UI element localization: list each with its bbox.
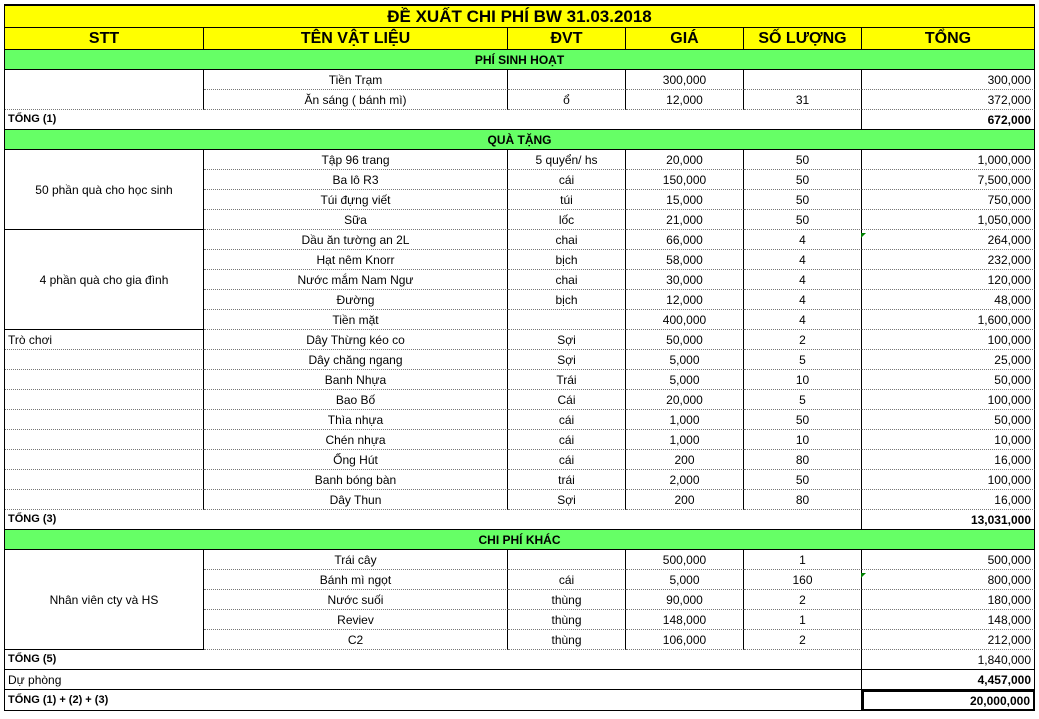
cell-quantity[interactable]: 2 (744, 630, 862, 650)
cell-quantity[interactable]: 10 (744, 370, 862, 390)
cell-unit[interactable] (508, 550, 626, 570)
cell-unit[interactable]: chai (508, 270, 626, 290)
cell-quantity[interactable]: 50 (744, 190, 862, 210)
cell-price[interactable]: 5,000 (626, 570, 744, 590)
cell-price[interactable]: 106,000 (626, 630, 744, 650)
cell-amount[interactable]: 10,000 (862, 430, 1035, 450)
cell-unit[interactable]: cái (508, 430, 626, 450)
cell-item-name[interactable]: Nước suối (204, 590, 508, 610)
cell-quantity[interactable]: 2 (744, 590, 862, 610)
total-1-label[interactable]: TỔNG (1) (5, 110, 862, 130)
cell-amount[interactable]: 180,000 (862, 590, 1035, 610)
cell-price[interactable]: 5,000 (626, 370, 744, 390)
cell-item-name[interactable]: Ba lô R3 (204, 170, 508, 190)
cell-item-name[interactable]: Bao Bố (204, 390, 508, 410)
cell-quantity[interactable]: 10 (744, 430, 862, 450)
cell-unit[interactable]: thùng (508, 630, 626, 650)
stt-cell-living[interactable] (5, 70, 204, 110)
cell-amount[interactable]: 16,000 (862, 490, 1035, 510)
stt-cell[interactable] (5, 410, 204, 430)
cell-price[interactable]: 300,000 (626, 70, 744, 90)
cell-price[interactable]: 12,000 (626, 90, 744, 110)
cell-item-name[interactable]: Tiền mặt (204, 310, 508, 330)
cell-amount[interactable]: 800,000 (862, 570, 1035, 590)
cell-unit[interactable] (508, 70, 626, 90)
cell-quantity[interactable]: 4 (744, 250, 862, 270)
total-1-value[interactable]: 672,000 (862, 110, 1035, 130)
cell-price[interactable]: 12,000 (626, 290, 744, 310)
total-5-value[interactable]: 1,840,000 (862, 650, 1035, 670)
cell-unit[interactable]: bịch (508, 290, 626, 310)
cell-price[interactable]: 21,000 (626, 210, 744, 230)
cell-item-name[interactable]: Tiền Trạm (204, 70, 508, 90)
cell-item-name[interactable]: Dầu ăn tường an 2L (204, 230, 508, 250)
sheet-title[interactable]: ĐỀ XUẤT CHI PHÍ BW 31.03.2018 (5, 4, 1035, 28)
cell-price[interactable]: 1,000 (626, 410, 744, 430)
cell-item-name[interactable]: Đường (204, 290, 508, 310)
stt-cell[interactable] (5, 450, 204, 470)
cell-amount[interactable]: 264,000 (862, 230, 1035, 250)
cell-amount[interactable]: 300,000 (862, 70, 1035, 90)
cell-amount[interactable]: 48,000 (862, 290, 1035, 310)
cell-amount[interactable]: 750,000 (862, 190, 1035, 210)
cell-quantity[interactable]: 50 (744, 210, 862, 230)
cell-price[interactable]: 30,000 (626, 270, 744, 290)
cell-quantity[interactable]: 80 (744, 450, 862, 470)
group-games[interactable]: Trò chơi (5, 330, 204, 350)
cell-unit[interactable]: cái (508, 570, 626, 590)
group-student-gifts[interactable]: 50 phần quà cho học sinh (5, 150, 204, 230)
cell-quantity[interactable]: 4 (744, 310, 862, 330)
reserve-value[interactable]: 4,457,000 (862, 670, 1035, 690)
header-price[interactable]: GIÁ (626, 28, 744, 50)
cell-unit[interactable]: túi (508, 190, 626, 210)
cell-price[interactable]: 400,000 (626, 310, 744, 330)
cell-item-name[interactable]: Ống Hút (204, 450, 508, 470)
cell-quantity[interactable]: 80 (744, 490, 862, 510)
cell-unit[interactable]: 5 quyển/ hs (508, 150, 626, 170)
cell-quantity[interactable]: 1 (744, 550, 862, 570)
cell-unit[interactable]: Sợi (508, 350, 626, 370)
cell-item-name[interactable]: Sữa (204, 210, 508, 230)
stt-cell[interactable] (5, 370, 204, 390)
section-gifts[interactable]: QUÀ TẶNG (5, 130, 1035, 150)
cell-item-name[interactable]: Tập 96 trang (204, 150, 508, 170)
cell-item-name[interactable]: Bánh mì ngọt (204, 570, 508, 590)
stt-cell[interactable] (5, 490, 204, 510)
cell-unit[interactable]: cái (508, 410, 626, 430)
cell-quantity[interactable]: 50 (744, 170, 862, 190)
stt-cell[interactable] (5, 470, 204, 490)
total-5-label[interactable]: TỔNG (5) (5, 650, 862, 670)
cell-item-name[interactable]: Reviev (204, 610, 508, 630)
total-3-value[interactable]: 13,031,000 (862, 510, 1035, 530)
cell-amount[interactable]: 120,000 (862, 270, 1035, 290)
cell-quantity[interactable]: 5 (744, 390, 862, 410)
cell-quantity[interactable]: 4 (744, 270, 862, 290)
cell-amount[interactable]: 100,000 (862, 390, 1035, 410)
cell-item-name[interactable]: Chén nhựa (204, 430, 508, 450)
section-living-costs[interactable]: PHÍ SINH HOẠT (5, 50, 1035, 70)
cell-price[interactable]: 90,000 (626, 590, 744, 610)
cell-item-name[interactable]: Thìa nhựa (204, 410, 508, 430)
cell-amount[interactable]: 1,600,000 (862, 310, 1035, 330)
cell-unit[interactable]: thùng (508, 590, 626, 610)
cell-amount[interactable]: 100,000 (862, 330, 1035, 350)
cell-amount[interactable]: 50,000 (862, 370, 1035, 390)
cell-quantity[interactable]: 160 (744, 570, 862, 590)
group-family-gifts[interactable]: 4 phần quà cho gia đình (5, 230, 204, 330)
cell-item-name[interactable]: C2 (204, 630, 508, 650)
grand-total-value[interactable]: 20,000,000 (862, 690, 1035, 711)
cell-price[interactable]: 2,000 (626, 470, 744, 490)
cell-quantity[interactable]: 50 (744, 470, 862, 490)
cell-amount[interactable]: 1,050,000 (862, 210, 1035, 230)
cell-unit[interactable]: Sợi (508, 330, 626, 350)
comment-indicator-icon (861, 233, 866, 238)
stt-cell[interactable] (5, 430, 204, 450)
cell-item-name[interactable]: Dây Thun (204, 490, 508, 510)
cell-price[interactable]: 148,000 (626, 610, 744, 630)
cell-price[interactable]: 500,000 (626, 550, 744, 570)
section-other-costs[interactable]: CHI PHÍ KHÁC (5, 530, 1035, 550)
cell-item-name[interactable]: Banh bóng bàn (204, 470, 508, 490)
cell-amount[interactable]: 232,000 (862, 250, 1035, 270)
cell-unit[interactable]: ổ (508, 90, 626, 110)
cell-item-name[interactable]: Dây Thừng kéo co (204, 330, 508, 350)
cell-quantity[interactable] (744, 70, 862, 90)
cell-quantity[interactable]: 50 (744, 410, 862, 430)
cell-price[interactable]: 150,000 (626, 170, 744, 190)
comment-indicator-icon (861, 573, 866, 578)
cell-unit[interactable]: cái (508, 170, 626, 190)
cell-amount[interactable]: 212,000 (862, 630, 1035, 650)
cell-quantity[interactable]: 1 (744, 610, 862, 630)
cell-amount[interactable]: 372,000 (862, 90, 1035, 110)
cell-amount[interactable]: 7,500,000 (862, 170, 1035, 190)
cell-price[interactable]: 50,000 (626, 330, 744, 350)
cell-price[interactable]: 66,000 (626, 230, 744, 250)
header-quantity[interactable]: SỐ LƯỢNG (744, 28, 862, 50)
header-total[interactable]: TỔNG (862, 28, 1035, 50)
cell-unit[interactable]: Cái (508, 390, 626, 410)
cell-amount[interactable]: 148,000 (862, 610, 1035, 630)
cell-price[interactable]: 1,000 (626, 430, 744, 450)
header-material-name[interactable]: TÊN VẬT LIỆU (204, 28, 508, 50)
cell-item-name[interactable]: Trái cây (204, 550, 508, 570)
cell-unit[interactable] (508, 310, 626, 330)
cell-unit[interactable]: trái (508, 470, 626, 490)
cell-unit[interactable]: Sợi (508, 490, 626, 510)
cost-table (4, 4, 1035, 711)
cell-quantity[interactable]: 4 (744, 290, 862, 310)
cell-price[interactable]: 20,000 (626, 150, 744, 170)
total-3-label[interactable]: TỔNG (3) (5, 510, 862, 530)
header-unit[interactable]: ĐVT (508, 28, 626, 50)
cell-price[interactable]: 15,000 (626, 190, 744, 210)
cell-unit[interactable]: cái (508, 450, 626, 470)
cell-item-name[interactable]: Túi đựng viết (204, 190, 508, 210)
cell-price[interactable]: 5,000 (626, 350, 744, 370)
cell-quantity[interactable]: 4 (744, 230, 862, 250)
cell-item-name[interactable]: Nước mắm Nam Ngư (204, 270, 508, 290)
cell-amount[interactable]: 25,000 (862, 350, 1035, 370)
cell-amount[interactable]: 16,000 (862, 450, 1035, 470)
cell-item-name[interactable]: Dây chăng ngang (204, 350, 508, 370)
stt-cell[interactable] (5, 350, 204, 370)
grand-total-label[interactable]: TỔNG (1) + (2) + (3) (5, 690, 862, 711)
cell-quantity[interactable]: 31 (744, 90, 862, 110)
cell-unit[interactable]: Trái (508, 370, 626, 390)
cell-amount[interactable]: 500,000 (862, 550, 1035, 570)
cell-item-name[interactable]: Ăn sáng ( bánh mì) (204, 90, 508, 110)
cell-amount[interactable]: 1,000,000 (862, 150, 1035, 170)
cell-price[interactable]: 200 (626, 490, 744, 510)
cell-amount[interactable]: 100,000 (862, 470, 1035, 490)
cell-item-name[interactable]: Hạt nêm Knorr (204, 250, 508, 270)
cell-price[interactable]: 20,000 (626, 390, 744, 410)
cell-quantity[interactable]: 2 (744, 330, 862, 350)
cell-price[interactable]: 58,000 (626, 250, 744, 270)
stt-cell[interactable] (5, 390, 204, 410)
cell-amount[interactable]: 50,000 (862, 410, 1035, 430)
cell-item-name[interactable]: Banh Nhựa (204, 370, 508, 390)
group-staff-students[interactable]: Nhân viên cty và HS (5, 550, 204, 650)
cell-quantity[interactable]: 5 (744, 350, 862, 370)
cell-unit[interactable]: thùng (508, 610, 626, 630)
cell-unit[interactable]: lốc (508, 210, 626, 230)
header-stt[interactable]: STT (5, 28, 204, 50)
reserve-label[interactable]: Dự phòng (5, 670, 862, 690)
cell-quantity[interactable]: 50 (744, 150, 862, 170)
cell-unit[interactable]: chai (508, 230, 626, 250)
cell-unit[interactable]: bịch (508, 250, 626, 270)
cell-price[interactable]: 200 (626, 450, 744, 470)
